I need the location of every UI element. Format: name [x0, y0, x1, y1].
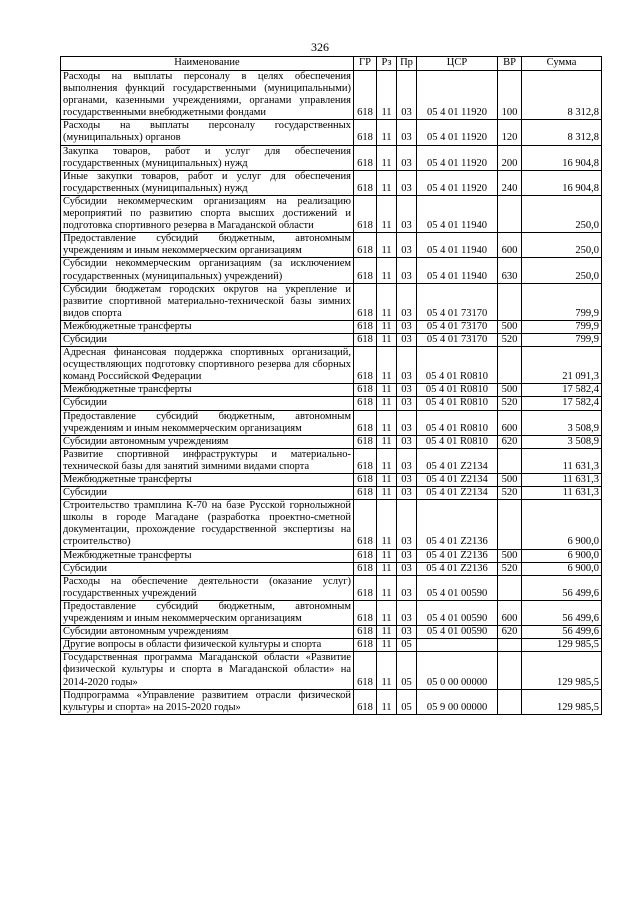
table-row [61, 487, 602, 500]
row-sum: 6 900,0 [522, 562, 602, 575]
row-csr: 05 4 01 Z2134 [417, 474, 498, 487]
table-header-row [61, 57, 602, 71]
row-vr [498, 575, 522, 600]
row-rz: 11 [377, 652, 397, 689]
row-rz: 11 [377, 487, 397, 500]
row-name: Межбюджетные трансферты [61, 384, 354, 397]
row-name: Развитие спортивной инфраструктуры и материально-технической базы для занятий зимними видами спорта [61, 448, 354, 473]
row-gr: 618 [354, 195, 377, 232]
row-pr: 03 [397, 549, 417, 562]
table-row [61, 120, 602, 145]
row-vr [498, 689, 522, 714]
header-gr: ГР [354, 57, 377, 71]
row-rz: 11 [377, 562, 397, 575]
header-rz: Рз [377, 57, 397, 71]
row-csr: 05 4 01 R0810 [417, 410, 498, 435]
row-pr: 03 [397, 448, 417, 473]
row-csr: 05 4 01 Z2136 [417, 500, 498, 549]
row-name: Межбюджетные трансферты [61, 474, 354, 487]
row-sum: 129 985,5 [522, 639, 602, 652]
row-pr: 03 [397, 320, 417, 333]
table-row [61, 410, 602, 435]
row-name: Закупка товаров, работ и услуг для обеспечения государственных (муниципальных) нужд [61, 145, 354, 170]
row-csr: 05 4 01 11920 [417, 71, 498, 120]
row-pr: 05 [397, 652, 417, 689]
row-rz: 11 [377, 689, 397, 714]
row-rz: 11 [377, 639, 397, 652]
row-vr [498, 283, 522, 320]
row-name: Строительство трамплина К-70 на базе Русской горнолыжной школы в городе Магадане (разработка проектно-сметной документации, прохождение государственной экспертизы на строительство) [61, 500, 354, 549]
row-name: Расходы на выплаты персоналу в целях обеспечения выполнения функций государственными (муниципальными) органами, казенными учреждениями, органами управления государственными внебюджетными фондами [61, 71, 354, 120]
row-csr: 05 4 01 Z2134 [417, 448, 498, 473]
row-rz: 11 [377, 626, 397, 639]
row-gr: 618 [354, 145, 377, 170]
table-row [61, 626, 602, 639]
row-csr: 05 4 01 Z2136 [417, 549, 498, 562]
row-gr: 618 [354, 71, 377, 120]
row-gr: 618 [354, 320, 377, 333]
row-gr: 618 [354, 397, 377, 410]
row-sum: 17 582,4 [522, 397, 602, 410]
row-vr: 600 [498, 410, 522, 435]
row-rz: 11 [377, 410, 397, 435]
row-pr: 03 [397, 195, 417, 232]
row-pr: 05 [397, 689, 417, 714]
table-row [61, 549, 602, 562]
row-csr: 05 4 01 00590 [417, 600, 498, 625]
row-vr: 500 [498, 320, 522, 333]
row-name: Субсидии [61, 487, 354, 500]
table-row [61, 384, 602, 397]
table-row [61, 71, 602, 120]
table-row [61, 600, 602, 625]
row-pr: 03 [397, 600, 417, 625]
table-row [61, 474, 602, 487]
row-csr: 05 4 01 11940 [417, 233, 498, 258]
row-gr: 618 [354, 283, 377, 320]
row-sum: 11 631,3 [522, 487, 602, 500]
row-sum: 56 499,6 [522, 575, 602, 600]
row-vr [498, 195, 522, 232]
row-gr: 618 [354, 549, 377, 562]
row-sum: 17 582,4 [522, 384, 602, 397]
row-csr: 05 4 01 R0810 [417, 384, 498, 397]
table-row [61, 195, 602, 232]
row-pr: 03 [397, 233, 417, 258]
table-row [61, 575, 602, 600]
row-sum: 3 508,9 [522, 435, 602, 448]
row-rz: 11 [377, 120, 397, 145]
row-vr: 620 [498, 626, 522, 639]
row-name: Межбюджетные трансферты [61, 320, 354, 333]
row-rz: 11 [377, 600, 397, 625]
row-csr: 05 0 00 00000 [417, 652, 498, 689]
row-rz: 11 [377, 195, 397, 232]
row-rz: 11 [377, 384, 397, 397]
row-pr: 03 [397, 347, 417, 384]
row-name: Предоставление субсидий бюджетным, автономным учреждениям и иным некоммерческим организациям [61, 233, 354, 258]
row-name: Субсидии некоммерческим организациям (за исключением государственных (муниципальных) учреждений) [61, 258, 354, 283]
header-pr: Пр [397, 57, 417, 71]
row-csr: 05 4 01 11920 [417, 120, 498, 145]
row-rz: 11 [377, 435, 397, 448]
row-sum: 6 900,0 [522, 549, 602, 562]
row-gr: 618 [354, 410, 377, 435]
row-sum: 56 499,6 [522, 626, 602, 639]
row-vr [498, 448, 522, 473]
page-number: 326 [311, 40, 329, 54]
row-sum: 3 508,9 [522, 410, 602, 435]
row-sum: 8 312,8 [522, 120, 602, 145]
row-name: Субсидии [61, 333, 354, 346]
row-gr: 618 [354, 474, 377, 487]
row-rz: 11 [377, 233, 397, 258]
row-gr: 618 [354, 575, 377, 600]
row-rz: 11 [377, 333, 397, 346]
row-csr: 05 4 01 R0810 [417, 397, 498, 410]
row-rz: 11 [377, 500, 397, 549]
row-vr: 500 [498, 549, 522, 562]
row-gr: 618 [354, 333, 377, 346]
row-gr: 618 [354, 600, 377, 625]
row-csr: 05 4 01 11920 [417, 145, 498, 170]
row-vr: 500 [498, 384, 522, 397]
row-sum: 799,9 [522, 320, 602, 333]
budget-table [60, 56, 602, 715]
row-pr: 03 [397, 384, 417, 397]
row-gr: 618 [354, 689, 377, 714]
row-csr: 05 4 01 R0810 [417, 347, 498, 384]
row-csr: 05 4 01 Z2134 [417, 487, 498, 500]
row-gr: 618 [354, 487, 377, 500]
row-rz: 11 [377, 474, 397, 487]
row-vr [498, 347, 522, 384]
row-gr: 618 [354, 562, 377, 575]
row-vr: 620 [498, 435, 522, 448]
row-pr: 03 [397, 397, 417, 410]
row-pr: 03 [397, 333, 417, 346]
row-name: Расходы на выплаты персоналу государственных (муниципальных) органов [61, 120, 354, 145]
row-csr: 05 4 01 11940 [417, 195, 498, 232]
header-name: Наименование [61, 57, 354, 71]
row-csr: 05 4 01 73170 [417, 333, 498, 346]
table-row [61, 145, 602, 170]
row-name: Субсидии некоммерческим организациям на реализацию мероприятий по развитию спорта высших достижений и подготовка спортивного резерва в Магаданской области [61, 195, 354, 232]
table-row [61, 347, 602, 384]
table-row [61, 283, 602, 320]
row-pr: 03 [397, 575, 417, 600]
row-gr: 618 [354, 384, 377, 397]
table-row [61, 397, 602, 410]
row-csr: 05 4 01 R0810 [417, 435, 498, 448]
row-rz: 11 [377, 549, 397, 562]
row-gr: 618 [354, 120, 377, 145]
row-rz: 11 [377, 397, 397, 410]
row-name: Расходы на обеспечение деятельности (оказание услуг) государственных учреждений [61, 575, 354, 600]
row-pr: 03 [397, 487, 417, 500]
table-row [61, 500, 602, 549]
row-vr [498, 652, 522, 689]
row-pr: 03 [397, 145, 417, 170]
row-vr: 120 [498, 120, 522, 145]
row-gr: 618 [354, 639, 377, 652]
row-sum: 129 985,5 [522, 689, 602, 714]
table-row [61, 562, 602, 575]
row-csr: 05 4 01 00590 [417, 575, 498, 600]
row-pr: 03 [397, 170, 417, 195]
row-vr [498, 500, 522, 549]
row-gr: 618 [354, 170, 377, 195]
row-pr: 03 [397, 410, 417, 435]
header-csr: ЦСР [417, 57, 498, 71]
table-row [61, 689, 602, 714]
row-pr: 05 [397, 639, 417, 652]
row-name: Иные закупки товаров, работ и услуг для обеспечения государственных (муниципальных) нужд [61, 170, 354, 195]
row-sum: 129 985,5 [522, 652, 602, 689]
table-row [61, 320, 602, 333]
row-name: Субсидии [61, 397, 354, 410]
table-row [61, 652, 602, 689]
row-sum: 250,0 [522, 195, 602, 232]
row-csr: 05 4 01 73170 [417, 283, 498, 320]
row-sum: 11 631,3 [522, 448, 602, 473]
row-csr: 05 4 01 11920 [417, 170, 498, 195]
row-sum: 11 631,3 [522, 474, 602, 487]
row-vr: 520 [498, 487, 522, 500]
row-name: Адресная финансовая поддержка спортивных организаций, осуществляющих подготовку спортивного резерва для сборных команд Российской Федерации [61, 347, 354, 384]
table-row [61, 435, 602, 448]
row-sum: 16 904,8 [522, 170, 602, 195]
row-vr: 630 [498, 258, 522, 283]
row-pr: 03 [397, 283, 417, 320]
row-vr: 200 [498, 145, 522, 170]
row-vr [498, 639, 522, 652]
table-row [61, 333, 602, 346]
row-vr: 520 [498, 562, 522, 575]
row-vr: 500 [498, 474, 522, 487]
row-name: Субсидии автономным учреждениям [61, 435, 354, 448]
row-pr: 03 [397, 258, 417, 283]
row-name: Другие вопросы в области физической культуры и спорта [61, 639, 354, 652]
row-name: Предоставление субсидий бюджетным, автономным учреждениям и иным некоммерческим организациям [61, 600, 354, 625]
row-csr: 05 4 01 00590 [417, 626, 498, 639]
row-gr: 618 [354, 435, 377, 448]
row-pr: 03 [397, 562, 417, 575]
row-vr: 240 [498, 170, 522, 195]
row-rz: 11 [377, 347, 397, 384]
row-gr: 618 [354, 626, 377, 639]
row-csr: 05 4 01 Z2136 [417, 562, 498, 575]
row-sum: 250,0 [522, 233, 602, 258]
row-name: Подпрограмма «Управление развитием отрасли физической культуры и спорта» на 2015-2020 годы» [61, 689, 354, 714]
row-gr: 618 [354, 652, 377, 689]
table-row [61, 233, 602, 258]
row-pr: 03 [397, 120, 417, 145]
row-sum: 8 312,8 [522, 71, 602, 120]
row-name: Предоставление субсидий бюджетным, автономным учреждениям и иным некоммерческим организациям [61, 410, 354, 435]
row-rz: 11 [377, 71, 397, 120]
row-rz: 11 [377, 145, 397, 170]
table-row [61, 448, 602, 473]
row-pr: 03 [397, 500, 417, 549]
row-gr: 618 [354, 448, 377, 473]
row-pr: 03 [397, 71, 417, 120]
row-pr: 03 [397, 435, 417, 448]
row-vr: 600 [498, 233, 522, 258]
row-rz: 11 [377, 283, 397, 320]
header-sum: Сумма [522, 57, 602, 71]
row-rz: 11 [377, 448, 397, 473]
row-vr: 520 [498, 397, 522, 410]
row-rz: 11 [377, 575, 397, 600]
row-gr: 618 [354, 500, 377, 549]
row-pr: 03 [397, 474, 417, 487]
row-name: Субсидии бюджетам городских округов на укрепление и развитие спортивной материально-технической базы зимних видов спорта [61, 283, 354, 320]
row-rz: 11 [377, 170, 397, 195]
row-vr: 100 [498, 71, 522, 120]
row-sum: 56 499,6 [522, 600, 602, 625]
table-row [61, 258, 602, 283]
row-csr: 05 9 00 00000 [417, 689, 498, 714]
row-name: Государственная программа Магаданской области «Развитие физической культуры и спорта в Магаданской области» на 2014-2020 годы» [61, 652, 354, 689]
row-rz: 11 [377, 320, 397, 333]
row-sum: 799,9 [522, 283, 602, 320]
row-name: Межбюджетные трансферты [61, 549, 354, 562]
row-sum: 799,9 [522, 333, 602, 346]
table-row [61, 170, 602, 195]
row-gr: 618 [354, 347, 377, 384]
row-pr: 03 [397, 626, 417, 639]
row-vr: 520 [498, 333, 522, 346]
row-sum: 250,0 [522, 258, 602, 283]
row-rz: 11 [377, 258, 397, 283]
row-csr [417, 639, 498, 652]
row-gr: 618 [354, 258, 377, 283]
row-vr: 600 [498, 600, 522, 625]
row-sum: 21 091,3 [522, 347, 602, 384]
row-csr: 05 4 01 73170 [417, 320, 498, 333]
table-row [61, 639, 602, 652]
row-name: Субсидии автономным учреждениям [61, 626, 354, 639]
row-sum: 16 904,8 [522, 145, 602, 170]
header-vr: ВР [498, 57, 522, 71]
row-sum: 6 900,0 [522, 500, 602, 549]
row-gr: 618 [354, 233, 377, 258]
row-name: Субсидии [61, 562, 354, 575]
row-csr: 05 4 01 11940 [417, 258, 498, 283]
